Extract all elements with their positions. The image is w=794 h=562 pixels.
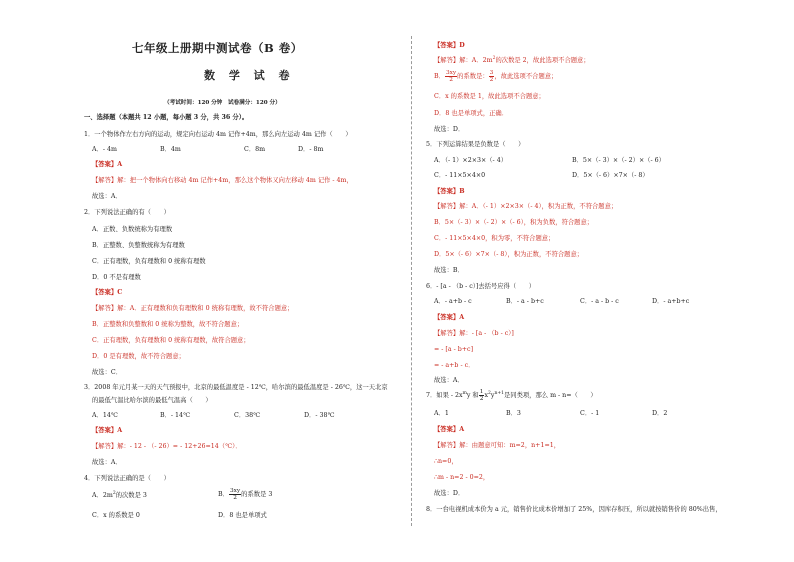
page-title: 七年级上册期中测试卷（B 卷） bbox=[132, 41, 303, 55]
q4-explanation-b-denominator2: 2 bbox=[489, 77, 494, 83]
q6-option-a: A．- a+b - c bbox=[434, 298, 472, 305]
q4-explanation-b-label: B． bbox=[434, 73, 445, 80]
q1-option-d: D．- 8m bbox=[298, 146, 324, 153]
q3-option-d: D．- 38℃ bbox=[304, 412, 335, 419]
column-divider bbox=[411, 36, 412, 526]
q5-option-c: C．- 11×5×4×0 bbox=[434, 172, 486, 179]
q7-stem-suffix: 是同类项，那么 m - n=（ ） bbox=[503, 392, 597, 399]
q4-option-a-base: A．2m bbox=[92, 492, 113, 499]
q7-explanation-line3: ∴m - n=2 - 0=2， bbox=[434, 474, 490, 481]
q7-option-d: D．2 bbox=[652, 410, 668, 417]
q2-item-c: C．正有理数，负有理数和 0 统称有理数 bbox=[92, 258, 206, 265]
q4-explanation-b-numerator2: 3 bbox=[489, 70, 494, 76]
q7-option-b: B．3 bbox=[506, 410, 521, 417]
q6-conclusion: 故选：A． bbox=[434, 377, 464, 384]
q7-stem-exponent-2: 2 bbox=[488, 390, 491, 396]
q7-stem bbox=[426, 389, 597, 402]
q7-answer: 【答案】A bbox=[434, 426, 465, 433]
q2-answer: 【答案】C bbox=[92, 289, 123, 296]
q2-conclusion: 故选：C． bbox=[92, 369, 123, 376]
q6-option-b: B．- a - b+c bbox=[506, 298, 544, 305]
q5-option-b: B．5×（- 3）×（- 2）×（- 6） bbox=[572, 157, 665, 164]
q4-option-c: C．x 的系数是 0 bbox=[92, 512, 140, 519]
q5-explanation-a: 【解答】解：A．（- 1）×2×3×（- 4），积为正数，不符合题意； bbox=[434, 203, 618, 210]
q4-option-b-label: B． bbox=[218, 491, 229, 498]
q7-stem-y2: y bbox=[490, 392, 495, 399]
page-subtitle: 数 学 试 卷 bbox=[204, 69, 295, 82]
q4-explanation-b-text: ，故此选项不合题意； bbox=[494, 73, 558, 80]
q5-explanation-c: C．- 11×5×4×0，积为零，不符合题意； bbox=[434, 235, 555, 242]
q3-option-c: C．38℃ bbox=[234, 412, 261, 419]
q7-stem-denominator: 2 bbox=[479, 396, 484, 402]
q2-explanation-a: 【解答】解：A．正有理数和负有理数和 0 统称有理数，故不符合题意； bbox=[92, 305, 294, 312]
q2-explanation-d: D．0 是有理数，故不符合题意； bbox=[92, 353, 185, 360]
q7-explanation-line2: ∴n=0， bbox=[434, 458, 458, 465]
q1-answer: 【答案】A bbox=[92, 161, 123, 168]
q8-stem: 8．一台电视机成本价为 a 元，销售价比成本价增加了 25%，因库存积压，所以就按销售价的 80%出售， bbox=[426, 506, 722, 513]
q2-explanation-c: C．正有理数，负有理数和 0 统称有理数，故符合题意； bbox=[92, 337, 250, 344]
q1-option-c: C．8m bbox=[244, 146, 266, 153]
q3-stem-line2: 的最低气温比哈尔滨的最低气温高（ ） bbox=[92, 397, 212, 404]
q4-explanation-d: D．8 也是单项式，正确． bbox=[434, 110, 509, 117]
q3-explanation: 【解答】解：- 12 - （- 26）= - 12+26=14（℃）． bbox=[92, 443, 242, 450]
q4-option-b-text: 的系数是 3 bbox=[241, 491, 273, 498]
q6-option-d: D．- a+b+c bbox=[652, 298, 690, 305]
q5-stem: 5．下列运算结果是负数是（ ） bbox=[426, 141, 525, 148]
q7-stem-y: y 和 bbox=[466, 392, 479, 399]
q1-conclusion: 故选：A． bbox=[92, 193, 122, 200]
q2-item-d: D．0 不是有理数 bbox=[92, 274, 141, 281]
q5-explanation-d: D．5×（- 6）×7×（- 8），积为正数，不符合题意； bbox=[434, 251, 584, 258]
q4-explanation-a-base: 【解答】解：A．2m bbox=[434, 57, 493, 64]
q7-stem-exponent-m: m bbox=[462, 390, 467, 396]
q4-explanation-b bbox=[434, 70, 557, 83]
q7-stem-exponent-n: n+1 bbox=[494, 390, 504, 396]
q2-item-b: B．正整数、负整数统称为有理数 bbox=[92, 242, 185, 249]
q4-explanation-b-fraction bbox=[445, 70, 457, 83]
q4-explanation-a-text: 的次数是 2，故此选项不合题意； bbox=[495, 57, 590, 64]
q1-option-b: B．4m bbox=[160, 146, 181, 153]
q1-option-a: A．- 4m bbox=[92, 146, 117, 153]
q4-option-a bbox=[92, 492, 147, 500]
q6-answer: 【答案】A bbox=[434, 314, 465, 321]
q4-option-a-exponent: 2 bbox=[112, 490, 116, 496]
exam-meta: （考试时间：120 分钟 试卷满分：120 分） bbox=[164, 100, 281, 106]
q4-answer: 【答案】D bbox=[434, 42, 465, 49]
q7-stem-x: x bbox=[484, 392, 488, 399]
q4-option-b-numerator: 3xy bbox=[229, 488, 241, 494]
q4-option-b bbox=[218, 488, 272, 501]
q4-stem: 4．下列说法正确的是（ ） bbox=[84, 475, 170, 482]
q4-explanation-b-middle: 的系数是： bbox=[457, 73, 489, 80]
q6-explanation-line3: = - a+b - c． bbox=[434, 362, 475, 369]
q5-option-d: D．5×（- 6）×7×（- 8） bbox=[572, 172, 649, 179]
q2-item-a: A．正数、负数统称为有理数 bbox=[92, 226, 173, 233]
q3-conclusion: 故选：A． bbox=[92, 459, 122, 466]
q4-option-d: D．8 也是单项式 bbox=[218, 512, 267, 519]
q4-conclusion: 故选：D． bbox=[434, 126, 465, 133]
q3-stem-line1: 3．2008 年元月某一天的天气预报中，北京的最低温度是 - 12℃，哈尔滨的最低温度是 - 26℃，这一天北京 bbox=[84, 384, 388, 391]
q3-answer: 【答案】A bbox=[92, 427, 123, 434]
q4-explanation-c: C．x 的系数是 1，故此选项不合题意； bbox=[434, 93, 545, 100]
q5-explanation-b: B．5×（- 3）×（- 2）×（- 6），积为负数，符合题意； bbox=[434, 219, 594, 226]
q7-option-a: A．1 bbox=[434, 410, 449, 417]
q4-explanation-b-numerator: 3xy bbox=[445, 70, 457, 76]
q4-explanation-a bbox=[434, 57, 590, 65]
q2-stem: 2．下列说法正确的有（ ） bbox=[84, 209, 170, 216]
q6-stem: 6．- [a - （b - c）]去括号应得（ ） bbox=[426, 283, 536, 290]
q6-explanation-line1: 【解答】解：- [a - （b - c）] bbox=[434, 330, 514, 337]
q2-explanation-b: B．正整数和负整数和 0 统称为整数，故不符合题意； bbox=[92, 321, 244, 328]
section-heading: 一、选择题（本题共 12 小题，每小题 3 分，共 36 分）。 bbox=[84, 114, 249, 121]
q5-answer: 【答案】B bbox=[434, 188, 465, 195]
q3-option-b: B．- 14℃ bbox=[160, 412, 191, 419]
q4-explanation-a-exponent: 2 bbox=[492, 55, 496, 61]
q4-option-b-denominator: 2 bbox=[233, 495, 237, 501]
q4-explanation-b-denominator: 2 bbox=[449, 77, 453, 83]
q7-conclusion: 故选：D． bbox=[434, 490, 465, 497]
q5-conclusion: 故选：B． bbox=[434, 267, 464, 274]
q1-stem: 1．一个物体作左右方向的运动，规定向右运动 4m 记作+4m，那么向左运动 4m 记作（ ） bbox=[84, 131, 352, 138]
q7-option-c: C．- 1 bbox=[580, 410, 600, 417]
q7-stem-numerator: 1 bbox=[479, 389, 484, 395]
q6-explanation-line2: = - [a - b+c] bbox=[434, 346, 474, 353]
q6-option-c: C．- a - b - c bbox=[580, 298, 619, 305]
q4-option-a-text: 的次数是 3 bbox=[115, 492, 147, 499]
q3-option-a: A．14℃ bbox=[92, 412, 118, 419]
q5-option-a: A．（- 1）×2×3×（- 4） bbox=[434, 157, 507, 164]
q1-explanation: 【解答】解：把一个物体向右移动 4m 记作+4m，那么这个物体又向左移动 4m 记作 - 4m， bbox=[92, 177, 353, 184]
q7-stem-prefix: 7．如果 - 2x bbox=[426, 392, 463, 399]
q4-option-b-fraction bbox=[229, 488, 241, 501]
q7-explanation-line1: 【解答】解：由题意可知：m=2，n+1=1， bbox=[434, 442, 561, 449]
